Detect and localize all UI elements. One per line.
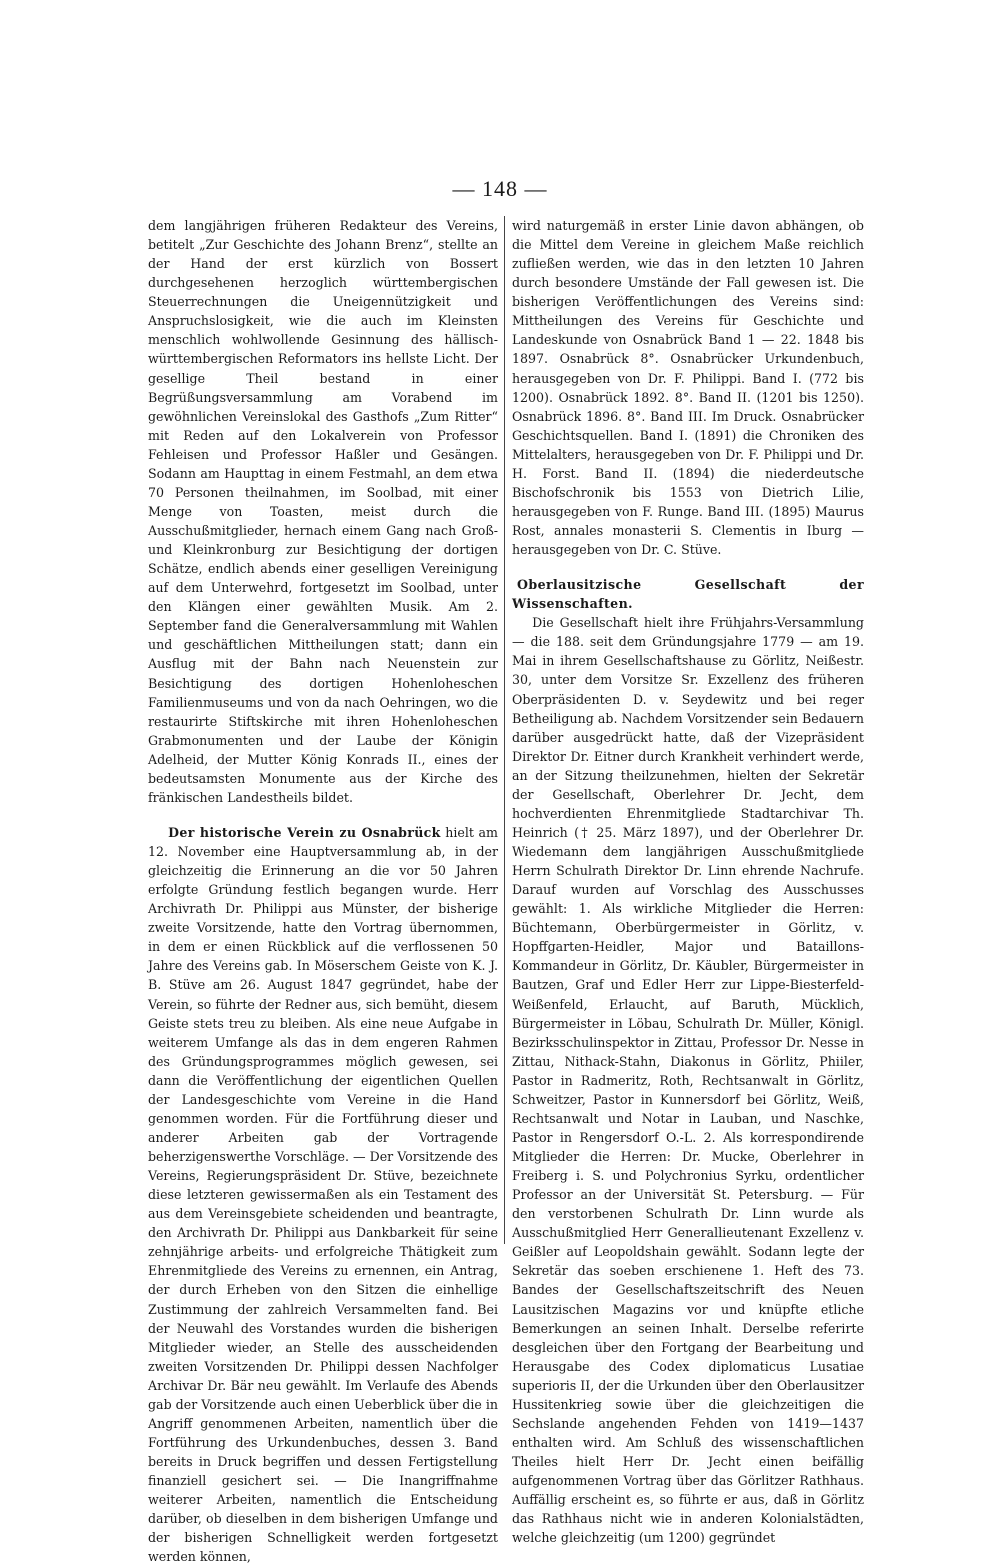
paragraph-osnabrueck-continued: wird naturgemäß in erster Linie davon abhängen, ob die Mittel dem Vereine in gleichem Maße reichlich zufließen werden, wie das in den letzten 10 Jahren durch besondere Umstände der Fall gewesen ist. Die bisherigen Veröffentlichungen des Vereins sind: Mittheilungen des Vereins für Geschichte und Landeskunde von Osnabrück Band 1 — 22. 1848 bis 1897. Osnabrück 8°. Osnabrücker Urkundenbuch, herausgegeben von Dr. F. Philippi. Band I. (772 bis 1200). Osnabrück 1892. 8°. Band II. (1201 bis 1250). Osnabrück 1896. 8°. Band III. Im Druck. Osnabrücker Geschichtsquellen. Band I. (1891) die Chroniken des Mittelalters, herausgegeben von Dr. F. Philippi und Dr. H. Forst. Band II. (1894) die niederdeutsche Bischofschronik bis 1553 von Dietrich Lilie, herausgegeben von F. Runge. Band III. (1895) Maurus Rost, annales monasterii S. Clementis in Iburg — herausgegeben von Dr. C. Stüve. (512, 218, 864, 558)
right-column (512, 216, 864, 1547)
section-heading-oberlausitz: Oberlausitzische Gesellschaft der Wissenschaften. (512, 577, 864, 612)
section-heading-osnabrueck: Der historische Verein zu Osnabrück (168, 824, 441, 840)
section-osnabrueck (148, 823, 498, 1566)
page-number: — 148 — (452, 176, 548, 201)
paragraph-oberlausitz: Die Gesellschaft hielt ihre Frühjahrs-Versammlung — die 188. seit dem Gründungsjahre 1779 — am 19. Mai in ihrem Gesellschaftshause zu Görlitz, Neißestr. 30, unter dem Vorsitze Sr. Exzellenz des früheren Oberpräsidenten D. v. Seydewitz und bei reger Betheiligung ab. Nachdem Vorsitzender sein Bedauern darüber ausgedrückt hatte, daß der Vizepräsident Direktor Dr. Eitner durch Krankheit verhindert werde, an der Sitzung theilzunehmen, hielten der Sekretär der Gesellschaft, Oberlehrer Dr. Jecht, dem hochverdienten Ehrenmitgliede Stadtarchivar Th. Heinrich († 25. März 1897), und der Oberlehrer Dr. Wiedemann dem langjährigen Ausschußmitgliede Herrn Schulrath Direktor Dr. Linn ehrende Nachrufe. Darauf wurden auf Vorschlag des Ausschusses gewählt: 1. Als wirkliche Mitglieder die Herren: Büchtemann, Oberbürgermeister in Görlitz, v. Hopffgarten-Heidler, Major und Bataillons-Kommandeur in Görlitz, Dr. Käubler, Bürgermeister in Bautzen, Graf und Edler Herr zur Lippe-Biesterfeld-Weißenfeld, Erlaucht, auf Baruth, Mücklich, Bürgermeister in Löbau, Schulrath Dr. Müller, Königl. Bezirksschulinspektor in Zittau, Professor Dr. Nesse in Zittau, Nithack-Stahn, Diakonus in Görlitz, Phiiler, Pastor in Radmeritz, Roth, Rechtsanwalt in Görlitz, Schweitzer, Pastor in Kunnersdorf bei Görlitz, Weiß, Rechtsanwalt und Notar in Lauban, und Naschke, Pastor in Rengersdorf O.-L. 2. Als korrespondirende Mitglieder die Herren: Dr. Mucke, Oberlehrer in Freiberg i. S. und Polychronius Syrku, ordentlicher Professor an der Universität St. Petersburg. — Für den verstorbenen Schulrath Dr. Linn wurde als Ausschußmitglied Herr Generallieutenant Exzellenz v. Geißler auf Leopoldshain gewählt. Sodann legte der Sekretär das soeben erschienene 1. Heft des 73. Bandes der Gesellschaftszeitschrift des Neuen Lausitzischen Magazins vor und knüpfte etliche Bemerkungen an seinen Inhalt. Derselbe referirte desgleichen über den Fortgang der Bearbeitung und Herausgabe des Codex diplomaticus Lusatiae superioris II, der die Urkunden über den Oberlausitzer Hussitenkrieg sowie über die gleichzeitigen die Sechslande angehenden Fehden von 1419—1437 enthalten wird. Am Schluß des wissenschaftlichen Theiles hielt Herr Dr. Jecht einen beifällig aufgenommenen Vortrag über das Görlitzer Rathhaus. Auffällig erscheint es, so führte er aus, daß in Görlitz das Rathhaus nicht wie in anderen Kolonialstädten, welche gleichzeitig (um 1200) gegründet (512, 615, 864, 1546)
paragraph-hall-report: dem langjährigen früheren Redakteur des Vereins, betitelt „Zur Geschichte des Johann Brenz“, stellte an der Hand der erst kürzlich von Bossert durchgesehenen herzoglich württembergischen Steuerrechnungen die Uneigennützigkeit und Anspruchslosigkeit, wie die auch im Kleinsten menschlich wohlwollende Gesinnung des hällisch-württembergischen Reformators ins hellste Licht. Der gesellige Theil bestand in einer Begrüßungsversammlung am Vorabend im gewöhnlichen Vereinslokal des Gasthofs „Zum Ritter“ mit Reden auf den Lokalverein von Professor Fehleisen und Professor Haßler und Gesängen. Sodann am Haupttag in einem Festmahl, an dem etwa 70 Personen theilnahmen, im Soolbad, mit einer Menge von Toasten, meist durch die Ausschußmitglieder, hernach einem Gang nach Groß- und Kleinkronburg zur Besichtigung der dortigen Schätze, endlich abends einer geselligen Vereinigung auf dem Unterwehrd, fortgesetzt im Soolbad, unter den Klängen einer gewählten Musik. Am 2. September fand die Generalversammlung mit Wahlen und geschäftlichen Mittheilungen statt; dann ein Ausflug mit der Bahn nach Neuenstein zur Besichtigung des dortigen Hohenloheschen Familienmuseums und von da nach Oehringen, wo die restaurirte Stiftskirche mit ihren Hohenloheschen Grabmonumenten und der Laube der Königin Adelheid, der Mutter König Konrads II., eines der bedeutsamsten Monumente aus der Kirche des fränkischen Landestheils bildet. (148, 218, 498, 805)
left-column (148, 216, 498, 1566)
column-divider (504, 216, 505, 1244)
paragraph-osnabrueck: hielt am 12. November eine Hauptversammlung ab, in der gleichzeitig die Erinnerung an die vor 50 Jahren erfolgte Gründung festlich begangen wurde. Herr Archivrath Dr. Philippi aus Münster, der bisherige zweite Vorsitzende, hatte den Vortrag übernommen, in dem er einen Rückblick auf die verflossenen 50 Jahre des Vereins gab. In Möserschem Geiste von K. J. B. Stüve am 26. August 1847 gegründet, habe der Verein, so führte der Redner aus, sich bemüht, diesem Geiste stets treu zu bleiben. Als eine neue Aufgabe in weiterem Umfange als das in dem engeren Rahmen des Gründungsprogrammes möglich gewesen, sei dann die Veröffentlichung der eigentlichen Quellen der Landesgeschichte vom Vereine in die Hand genommen worden. Für die Fortführung dieser und anderer Arbeiten gab der Vortragende beherzigenswerthe Vorschläge. — Der Vorsitzende des Vereins, Regierungspräsident Dr. Stüve, bezeichnete diese letzteren gewissermaßen als ein Testament des aus dem Vereinsgebiete scheidenden und beantragte, den Archivrath Dr. Philippi aus Dankbarkeit für seine zehnjährige arbeits- und erfolgreiche Thätigkeit zum Ehrenmitgliede des Vereins zu ernennen, ein Antrag, der durch Erheben von den Sitzen die einhellige Zustimmung der zahlreich Versammelten fand. Bei der Neuwahl des Vorstandes wurden die bisherigen Mitglieder wieder, an Stelle des ausscheidenden zweiten Vorsitzenden Dr. Philippi dessen Nachfolger Archivar Dr. Bär neu gewählt. Im Verlaufe des Abends gab der Vorsitzende auch einen Ueberblick über die in Angriff genommenen Arbeiten, namentlich über die Fortführung des Urkundenbuches, dessen 3. Band bereits in Druck begriffen und dessen Fertigstellung finanziell gesichert sei. — Die Inangriffnahme weiterer Arbeiten, namentlich die Entscheidung darüber, ob dieselben in dem bisherigen Umfange und der bisherigen Schnelligkeit werden fortgesetzt werden können, (148, 824, 498, 1565)
